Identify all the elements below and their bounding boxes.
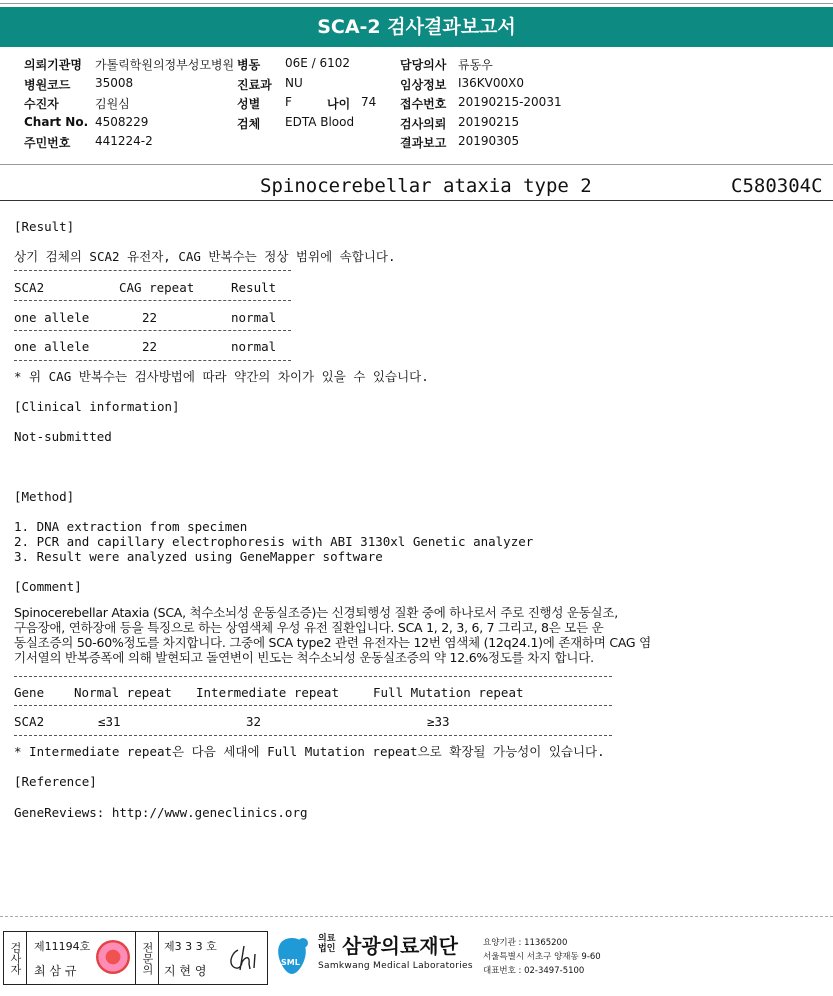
clinical-text: Not-submitted (14, 429, 112, 444)
signature (226, 942, 264, 976)
checker-label: 검사자 (4, 932, 27, 984)
comment-note: * Intermediate repeat은 다음 세대에 Full Mutation repeat으로 확장될 가능성이 있습니다. (14, 744, 605, 759)
report-title: SCA-2 검사결과보고서 (0, 7, 833, 47)
method-heading: [Method] (14, 489, 75, 504)
divider (14, 676, 612, 677)
repeat-row-gene: SCA2 (14, 714, 45, 729)
organization-type: 의료법인 (318, 934, 336, 954)
method-item: 1. DNA extraction from specimen (14, 519, 248, 534)
test-code: C580304C (731, 175, 823, 197)
value-clinical-info: I36KV00X0 (458, 76, 525, 90)
comment-line: Spinocerebellar Ataxia (SCA, 척수소뇌성 운동실조증)는 신경퇴행성 질환 중에 하나로서 주로 진행성 운동실조, (14, 605, 618, 620)
label-department: 진료과 (237, 78, 272, 92)
repeat-row-intermediate: 32 (246, 714, 262, 729)
value-receipt-no: 20190215-20031 (458, 95, 562, 109)
label-clinical-info: 임상정보 (400, 78, 447, 92)
organization-block (270, 928, 830, 986)
result-heading: [Result] (14, 219, 75, 234)
label-resident-no: 주민번호 (24, 136, 71, 150)
seal-stamp (96, 940, 130, 974)
comment-line: 동실조증의 50-60%정도를 차지합니다. 그중에 SCA type2 관련 유전자는 12번 염색체 (12q24.1)에 존재하며 CAG 염 (14, 635, 651, 650)
value-specimen: EDTA Blood (285, 115, 355, 129)
organization-phone: 대표번호 : 02-3497-5100 (483, 966, 585, 976)
specialist-label: 전문의 (135, 932, 159, 984)
label-sex: 성별 (237, 97, 261, 111)
label-hospital-code: 병원코드 (24, 78, 71, 92)
repeat-header-normal: Normal repeat (74, 685, 172, 700)
title-divider (0, 200, 833, 201)
result-header-cag: CAG repeat (119, 280, 195, 295)
reference-text: GeneReviews: http://www.geneclinics.org (14, 805, 308, 820)
value-report-date: 20190305 (458, 134, 520, 148)
organization-name: 삼광의료재단 (342, 934, 458, 958)
label-receipt-no: 접수번호 (400, 97, 447, 111)
value-chart-no: 4508229 (95, 115, 149, 129)
result-note: * 위 CAG 반복수는 검사방법에 따라 약간의 차이가 있을 수 있습니다. (14, 369, 429, 384)
value-request-date: 20190215 (458, 115, 520, 129)
result-row-cag: 22 (142, 339, 158, 354)
label-chart-no: Chart No. (24, 115, 89, 129)
result-row-status: normal (231, 310, 277, 325)
clinical-heading: [Clinical information] (14, 399, 180, 414)
label-doctor: 담당의사 (400, 58, 447, 72)
method-item: 2. PCR and capillary electrophoresis with ABI 3130xl Genetic analyzer (14, 534, 534, 549)
result-row-status: normal (231, 339, 277, 354)
divider (14, 735, 612, 736)
method-item: 3. Result were analyzed using GeneMapper software (14, 549, 383, 564)
result-row-allele: one allele (14, 339, 90, 354)
value-patient: 김원심 (95, 97, 130, 111)
value-doctor: 류동우 (458, 58, 493, 72)
comment-text (14, 605, 826, 665)
label-age: 나이 (327, 97, 351, 111)
organization-address: 서울특별시 서초구 양재동 9-60 (483, 952, 601, 962)
label-ward: 병동 (237, 58, 261, 72)
value-hospital-code: 35008 (95, 76, 134, 90)
label-request-date: 검사의뢰 (400, 117, 447, 131)
organization-logo (270, 934, 314, 976)
label-specimen: 검체 (237, 117, 261, 131)
info-divider (0, 164, 833, 165)
divider (14, 300, 291, 301)
repeat-row-normal: ≤31 (98, 714, 121, 729)
repeat-row-full: ≥33 (427, 714, 450, 729)
comment-line: 기서열의 반복증폭에 의해 발현되고 돌연변이 빈도는 척수소뇌성 운동실조증의 약 12.6%정도를 차지 합니다. (14, 650, 594, 665)
value-department: NU (285, 76, 303, 90)
result-header-gene: SCA2 (14, 280, 45, 295)
checker-license-no: 제11194호 (34, 940, 91, 953)
value-resident-no: 441224-2 (95, 134, 153, 148)
value-ward: 06E / 6102 (285, 56, 351, 70)
label-patient: 수진자 (24, 97, 59, 111)
repeat-header-full: Full Mutation repeat (373, 685, 524, 700)
label-institution: 의뢰기관명 (24, 58, 82, 72)
organization-code: 요양기관 : 11365200 (483, 938, 568, 948)
value-age: 74 (361, 95, 377, 109)
divider (14, 705, 612, 706)
value-sex: F (285, 95, 292, 109)
repeat-header-intermediate: Intermediate repeat (196, 685, 339, 700)
organization-english-name: Samkwang Medical Laboratories (318, 961, 473, 971)
organization-logo-text: SML (281, 958, 300, 967)
divider (14, 330, 291, 331)
repeat-header-gene: Gene (14, 685, 45, 700)
footer-divider (0, 916, 833, 917)
specialist-name: 지 현 영 (164, 964, 207, 978)
result-header-result: Result (231, 280, 277, 295)
value-institution: 가톨릭학원의정부성모병원 (95, 58, 235, 72)
divider (14, 270, 291, 271)
top-rule (0, 3, 833, 4)
signature-box (3, 931, 268, 985)
label-report-date: 결과보고 (400, 136, 447, 150)
reference-heading: [Reference] (14, 774, 97, 789)
specialist-license-no: 제3 3 3 호 (164, 940, 217, 953)
result-summary: 상기 검체의 SCA2 유전자, CAG 반복수는 정상 범위에 속합니다. (14, 249, 396, 264)
test-name: Spinocerebellar ataxia type 2 (260, 175, 592, 197)
divider (14, 360, 291, 361)
comment-heading: [Comment] (14, 579, 82, 594)
checker-name: 최 삼 규 (34, 964, 77, 978)
comment-line: 구음장애, 연하장애 등을 특징으로 하는 상염색체 우성 유전 질환입니다. SCA 1, 2, 3, 6, 7 그리고, 8은 모든 운 (14, 620, 604, 635)
result-row-cag: 22 (142, 310, 158, 325)
result-row-allele: one allele (14, 310, 90, 325)
patient-info (0, 52, 833, 164)
